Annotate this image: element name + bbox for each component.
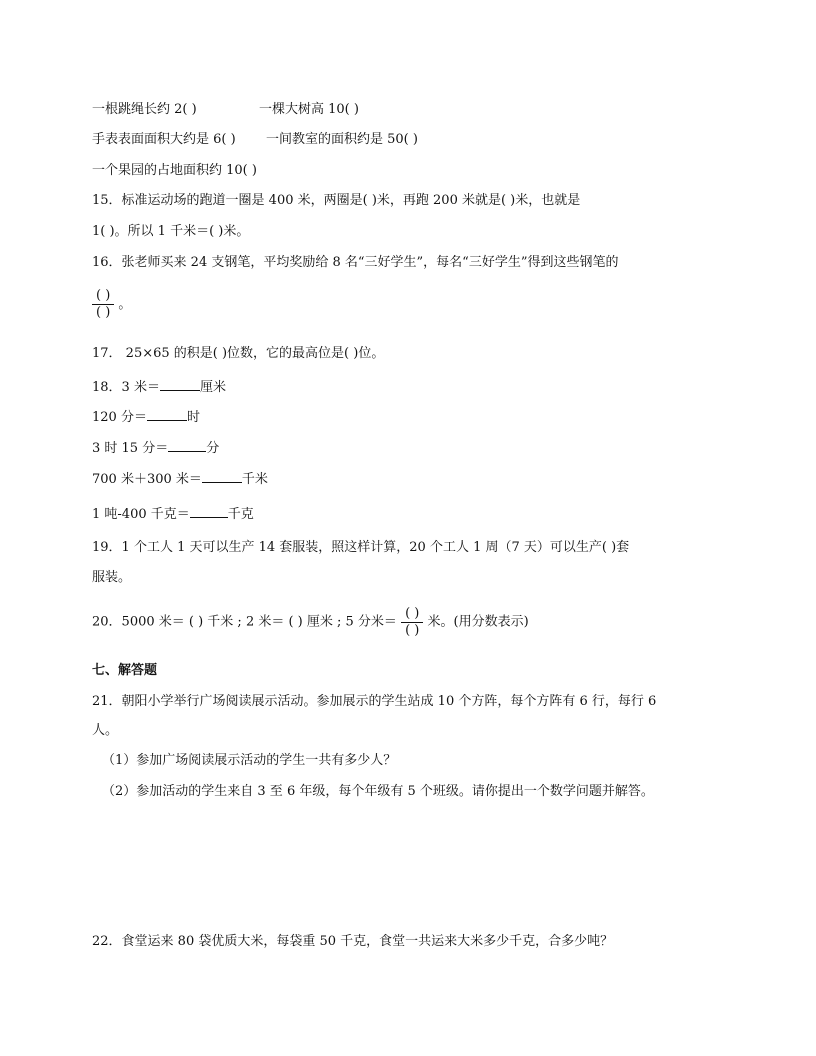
- q18-4-unit: 千米: [241, 472, 268, 487]
- q18-3-prefix: 3 时 15 分＝: [92, 441, 169, 456]
- fraction-denominator: ( ): [405, 623, 420, 638]
- question-20: [92, 606, 529, 639]
- question-21-sub-1: （1）参加广场阅读展示活动的学生一共有多少人？: [102, 753, 397, 768]
- jump-rope-item: 一根跳绳长约 2( ): [92, 102, 197, 117]
- q18-4-prefix: 700 米＋300 米＝: [92, 472, 202, 487]
- question-19-line-2: 服装。: [92, 570, 132, 585]
- q18-1-unit: 厘米: [199, 380, 226, 395]
- question-15-line-1: 15．标准运动场的跑道一圈是 400 米，两圈是( )米，再跑 200 米就是( )米，也就是: [92, 193, 581, 208]
- q18-1-prefix: 18．3 米＝: [92, 380, 160, 395]
- question-18-item-1: [92, 376, 226, 397]
- answer-blank[interactable]: [160, 376, 200, 391]
- question-20-suffix: 米。(用分数表示): [427, 614, 529, 630]
- question-19-line-1: 19．1 个工人 1 天可以生产 14 套服装，照这样计算，20 个工人 1 周（7 天）可以生产( )套: [92, 540, 630, 555]
- unit-fill-row-2: [92, 131, 418, 149]
- fraction-numerator: ( ): [401, 606, 423, 623]
- q18-3-unit: 分: [206, 441, 220, 456]
- question-22: 22．食堂运来 80 袋优质大米，每袋重 50 千克，食堂一共运来大米多少千克，合多少吨？: [92, 934, 614, 949]
- fraction-numerator: ( ): [92, 288, 114, 305]
- question-15-line-2: 1( )。所以 1 千米＝( )米。: [92, 224, 250, 239]
- question-21-sub-2: （2）参加活动的学生来自 3 至 6 年级，每个年级有 5 个班级。请你提出一个数学问题并解答。: [102, 784, 654, 799]
- answer-blank[interactable]: [202, 468, 242, 483]
- question-18-item-4: [92, 468, 268, 489]
- question-21-line-1: 21．朝阳小学举行广场阅读展示活动。参加展示的学生站成 10 个方阵，每个方阵有 6 行，每行 6: [92, 694, 657, 709]
- question-16-fraction-row: [92, 288, 131, 321]
- question-18-item-2: [92, 406, 200, 427]
- answer-blank[interactable]: [168, 437, 206, 452]
- question-20-fraction: [401, 606, 423, 639]
- q18-2-unit: 时: [186, 410, 200, 425]
- question-16-fraction: [92, 288, 114, 321]
- question-16-tail: 。: [118, 297, 132, 312]
- q18-2-prefix: 120 分＝: [92, 410, 147, 425]
- section-heading: 七、解答题: [92, 663, 158, 678]
- question-18-item-5: [92, 503, 254, 524]
- watch-face-item: 手表表面面积大约是 6( ): [92, 132, 236, 147]
- question-17: 17． 25×65 的积是( )位数，它的最高位是( )位。: [92, 346, 385, 361]
- q18-5-prefix: 1 吨-400 千克＝: [92, 507, 190, 522]
- question-18-item-3: [92, 437, 219, 458]
- question-21-line-2: 人。: [92, 723, 119, 738]
- q18-5-unit: 千克: [227, 507, 254, 522]
- answer-blank[interactable]: [147, 406, 187, 421]
- question-16: 16．张老师买来 24 支钢笔，平均奖励给 8 名“三好学生”，每名“三好学生”得到这些钢笔的: [92, 255, 619, 270]
- question-20-prefix: 20．5000 米＝ ( ) 千米 ; 2 米＝ ( ) 厘米 ; 5 分米＝: [92, 614, 397, 630]
- tree-item: 一棵大树高 10( ): [258, 102, 359, 117]
- answer-blank[interactable]: [190, 503, 228, 518]
- orchard-item: 一个果园的占地面积约 10( ): [92, 163, 257, 178]
- fraction-denominator: ( ): [96, 305, 111, 320]
- unit-fill-row-1: [92, 101, 359, 119]
- classroom-item: 一间教室的面积约是 50( ): [265, 132, 418, 147]
